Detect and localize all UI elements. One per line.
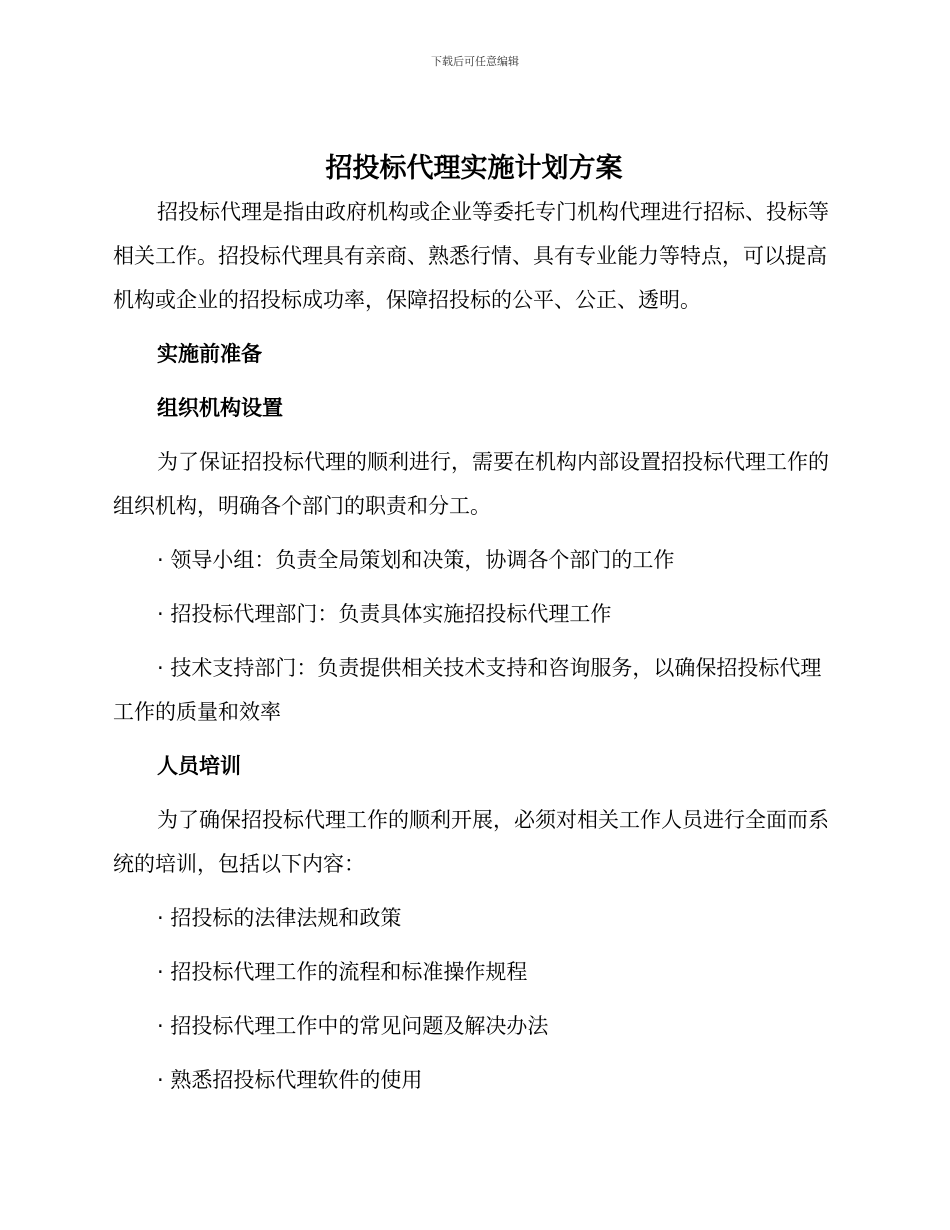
organization-paragraph: 为了保证招投标代理的顺利进行，需要在机构内部设置招投标代理工作的组织机构，明确各个部门的职责和分工。 xyxy=(113,450,829,518)
section-heading-preparation: 实施前准备 xyxy=(157,342,262,366)
document-title: 招投标代理实施计划方案 xyxy=(325,153,623,184)
list-item: · 领导小组：负责全局策划和决策，协调各个部门的工作 xyxy=(157,548,675,572)
intro-paragraph: 招投标代理是指由政府机构或企业等委托专门机构代理进行招标、投标等相关工作。招投标代理具有亲商、熟悉行情、具有专业能力等特点，可以提高机构或企业的招投标成功率，保障招投标的公平、公正、透明。 xyxy=(113,200,829,312)
list-item: · 招投标代理工作的流程和标准操作规程 xyxy=(157,960,528,984)
list-item: · 招投标代理部门：负责具体实施招投标代理工作 xyxy=(157,602,612,626)
list-item: · 熟悉招投标代理软件的使用 xyxy=(157,1068,423,1092)
list-item: · 招投标的法律法规和政策 xyxy=(157,906,402,930)
list-item: · 技术支持部门：负责提供相关技术支持和咨询服务，以确保招投标代理工作的质量和效率 xyxy=(113,656,822,724)
subsection-heading-organization: 组织机构设置 xyxy=(157,396,283,420)
page-header-note: 下载后可任意编辑 xyxy=(431,55,519,68)
document-body xyxy=(113,148,835,1112)
list-item: · 招投标代理工作中的常见问题及解决办法 xyxy=(157,1014,549,1038)
subsection-heading-training: 人员培训 xyxy=(157,754,241,778)
training-paragraph: 为了确保招投标代理工作的顺利开展，必须对相关工作人员进行全面而系统的培训，包括以下内容： xyxy=(113,808,829,876)
